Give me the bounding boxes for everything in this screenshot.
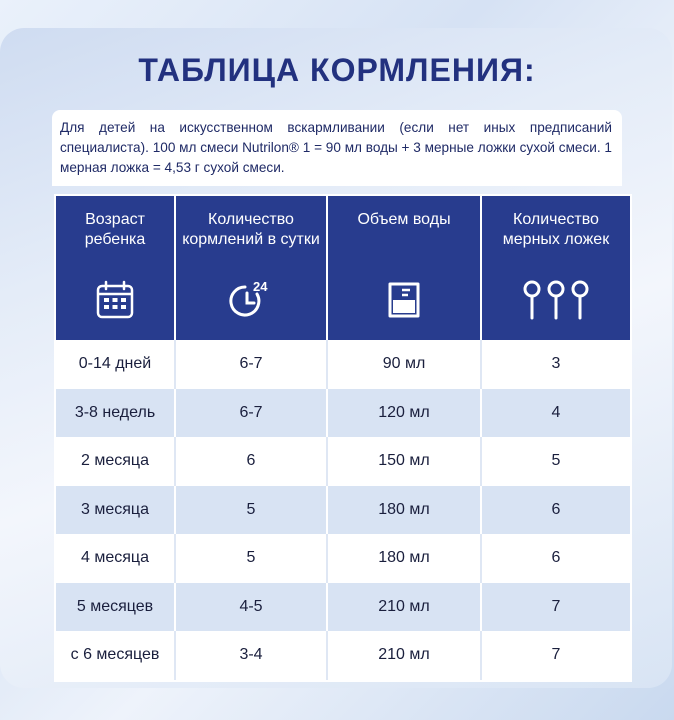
cell-spoons: 6 [482, 534, 630, 583]
cell-spoons: 7 [482, 583, 630, 632]
cell-spoons: 7 [482, 631, 630, 680]
header-age [56, 196, 176, 340]
note-box [52, 110, 622, 186]
feeding-table [54, 194, 632, 682]
header-label: Возраст ребенка [84, 211, 146, 248]
cell-spoons: 6 [482, 486, 630, 535]
header-label: Количество мерных ложек [502, 211, 610, 248]
calendar-icon [93, 278, 137, 328]
cell-feedings: 4-5 [176, 583, 328, 632]
cell-spoons: 5 [482, 437, 630, 486]
cell-water: 210 мл [328, 631, 482, 680]
cell-feedings: 5 [176, 486, 328, 535]
table-row [56, 631, 630, 680]
measuring-spoons-icon [519, 278, 593, 330]
header-label: Объем воды [357, 211, 451, 228]
cell-feedings: 3-4 [176, 631, 328, 680]
cell-water: 150 мл [328, 437, 482, 486]
cell-age: 0-14 дней [56, 340, 176, 389]
cell-spoons: 3 [482, 340, 630, 389]
cell-feedings: 6 [176, 437, 328, 486]
table-row [56, 534, 630, 583]
note-text: Для детей на искусственном вскармливании (если нет иных предписаний специалиста). 100 мл смеси Nutrilon® 1 = 90 мл воды + 3 мерные ложки сухой смеси. 1 мерная ложка = 4,53 г сухой смеси. [60, 120, 612, 175]
svg-text:24: 24 [253, 279, 268, 294]
table-row [56, 583, 630, 632]
cell-age: 2 месяца [56, 437, 176, 486]
measuring-cup-icon [382, 278, 426, 328]
cell-feedings: 5 [176, 534, 328, 583]
cell-feedings: 6-7 [176, 389, 328, 438]
cell-age: с 6 месяцев [56, 631, 176, 680]
cell-age: 3-8 недель [56, 389, 176, 438]
cell-water: 180 мл [328, 534, 482, 583]
table-row [56, 486, 630, 535]
table-header [56, 196, 630, 340]
table-row [56, 389, 630, 438]
cell-water: 180 мл [328, 486, 482, 535]
clock-24-icon [227, 278, 275, 328]
cell-water: 120 мл [328, 389, 482, 438]
table-body [56, 340, 630, 680]
cell-age: 5 месяцев [56, 583, 176, 632]
cell-water: 210 мл [328, 583, 482, 632]
page-title: ТАБЛИЦА КОРМЛЕНИЯ: [138, 52, 536, 88]
header-feedings [176, 196, 328, 340]
cell-spoons: 4 [482, 389, 630, 438]
cell-age: 3 месяца [56, 486, 176, 535]
cell-age: 4 месяца [56, 534, 176, 583]
header-label: Количество кормлений в сутки [182, 211, 320, 248]
table-row [56, 437, 630, 486]
cell-feedings: 6-7 [176, 340, 328, 389]
table-row [56, 340, 630, 389]
header-spoons [482, 196, 630, 340]
header-water [328, 196, 482, 340]
cell-water: 90 мл [328, 340, 482, 389]
